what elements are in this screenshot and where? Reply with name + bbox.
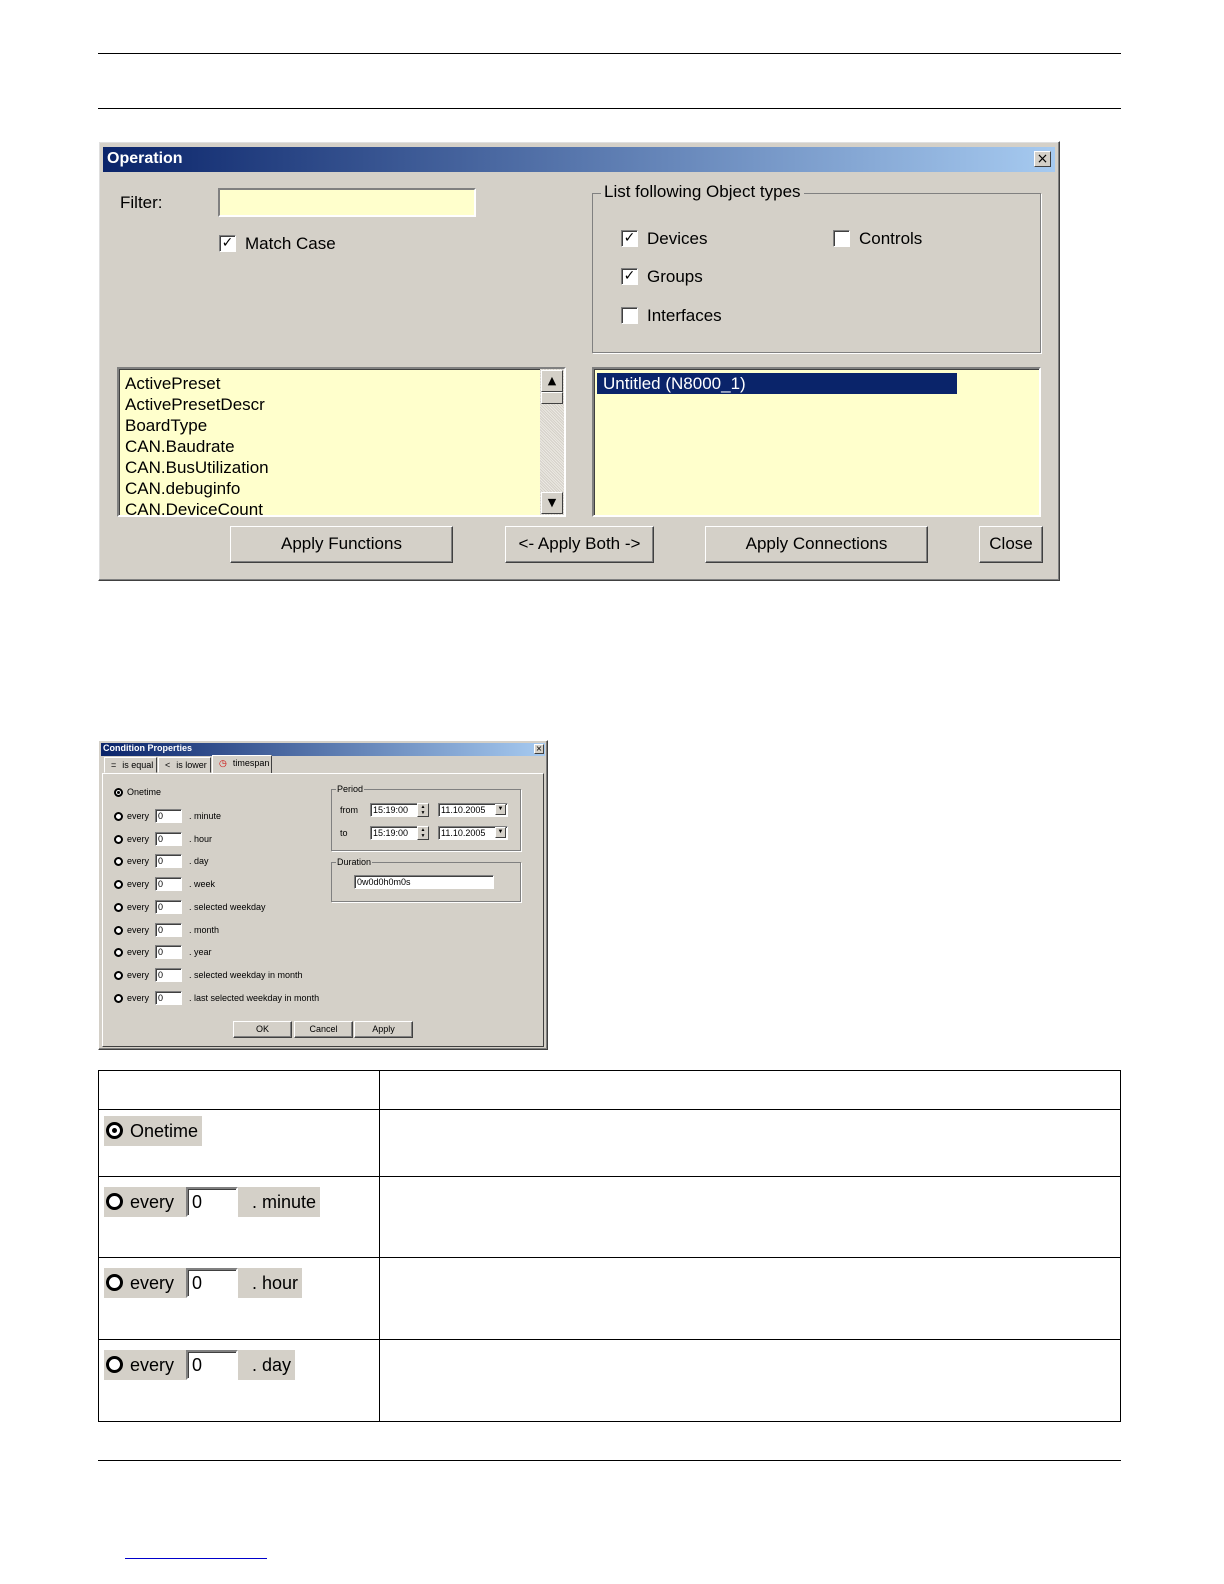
minute-option-capture (104, 1187, 320, 1217)
table-header-cell (380, 1071, 1121, 1110)
every-label: every (127, 856, 150, 866)
table-row (99, 1340, 1121, 1422)
repeat-radio[interactable] (114, 812, 123, 821)
apply-functions-button[interactable]: Apply Functions (230, 526, 453, 563)
repeat-value-input[interactable]: 0 (155, 809, 182, 823)
day-option-capture (104, 1350, 295, 1380)
condition-title: Condition Properties (103, 743, 193, 753)
table-header-cell (99, 1071, 380, 1110)
controls-checkbox[interactable] (833, 230, 850, 247)
onetime-label: Onetime (127, 787, 162, 797)
duration-legend: Duration (337, 857, 372, 867)
scroll-up-icon[interactable]: ▲ (541, 370, 563, 392)
option-label: Onetime (130, 1121, 199, 1141)
repeat-value-input[interactable]: 0 (155, 832, 182, 846)
table-cell (380, 1177, 1121, 1258)
close-icon[interactable]: × (535, 744, 543, 753)
period-group (331, 784, 521, 851)
every-label: every (130, 1192, 175, 1212)
interfaces-checkbox[interactable] (621, 307, 638, 324)
duration-input[interactable]: 0w0d0h0m0s (354, 875, 494, 889)
every-label: every (127, 993, 150, 1003)
match-case-checkbox[interactable] (219, 235, 236, 252)
table-cell (99, 1340, 380, 1422)
apply-both-button[interactable]: <- Apply Both -> (505, 526, 654, 563)
repeat-radio[interactable] (114, 926, 123, 935)
condition-properties-dialog (98, 740, 548, 1050)
tab-label: is lower (176, 760, 207, 770)
repeat-value-input[interactable]: 0 (155, 854, 182, 868)
operation-title-bar (103, 147, 1055, 172)
list-item[interactable]: ActivePresetDescr (125, 395, 265, 414)
unit-label: . week (189, 879, 216, 889)
to-date-select[interactable]: 11.10.2005 (438, 826, 508, 840)
filter-input[interactable] (218, 188, 476, 217)
every-label: every (130, 1355, 175, 1375)
object-types-group (592, 182, 1041, 353)
to-time-input[interactable]: 15:19:00 (370, 826, 418, 840)
controls-label: Controls (859, 229, 923, 248)
value-box: 0 (186, 1187, 238, 1217)
options-table (98, 1070, 1121, 1422)
repeat-radio[interactable] (114, 948, 123, 957)
tab-label: timespan (232, 758, 270, 768)
tab-timespan[interactable] (212, 755, 272, 774)
operation-dialog (98, 141, 1060, 581)
every-label: every (127, 970, 150, 980)
repeat-value-input[interactable]: 0 (155, 877, 182, 891)
radio-icon (106, 1356, 123, 1373)
onetime-radio[interactable] (114, 788, 123, 797)
unit-label: . minute (252, 1192, 317, 1212)
unit-label: . selected weekday in month (189, 970, 303, 980)
every-label: every (127, 925, 150, 935)
tab-label: is equal (122, 760, 154, 770)
ok-button[interactable]: OK (233, 1021, 292, 1038)
table-cell (99, 1258, 380, 1340)
unit-label: . hour (252, 1273, 299, 1293)
repeat-radio[interactable] (114, 971, 123, 980)
groups-label: Groups (647, 267, 703, 286)
table-cell (380, 1258, 1121, 1340)
list-item[interactable]: ActivePreset (125, 374, 221, 393)
repeat-radio[interactable] (114, 880, 123, 889)
unit-label: . last selected weekday in month (189, 993, 320, 1003)
period-legend: Period (337, 784, 364, 794)
table-row (99, 1110, 1121, 1177)
duration-group (331, 857, 521, 902)
devices-checkbox[interactable] (621, 230, 638, 247)
to-label: to (340, 828, 348, 838)
repeat-value-input[interactable]: 0 (155, 945, 182, 959)
table-row (99, 1177, 1121, 1258)
every-label: every (127, 879, 150, 889)
chevron-down-icon[interactable]: ▼ (495, 827, 506, 838)
checkmark-icon: ✓ (623, 268, 636, 284)
from-time-input[interactable]: 15:19:00 (370, 803, 418, 817)
repeat-radio[interactable] (114, 994, 123, 1003)
interfaces-label: Interfaces (647, 306, 722, 325)
table-cell (380, 1340, 1121, 1422)
less-than-icon: < (165, 760, 171, 770)
checkmark-icon: ✓ (221, 235, 234, 251)
header-rule-bottom (98, 108, 1121, 109)
cancel-button[interactable]: Cancel (294, 1021, 353, 1038)
radio-icon (106, 1274, 123, 1291)
devices-label: Devices (647, 229, 708, 248)
from-date-select[interactable]: 11.10.2005 (438, 803, 508, 817)
list-item[interactable]: CAN.Baudrate (125, 437, 235, 456)
filter-label: Filter: (120, 193, 163, 212)
every-label: every (130, 1273, 175, 1293)
footer-rule (98, 1460, 1121, 1461)
scroll-thumb[interactable] (541, 392, 563, 404)
value-box: 0 (186, 1268, 238, 1298)
operation-title: Operation (107, 150, 183, 167)
onetime-option-capture (104, 1116, 202, 1146)
every-label: every (127, 811, 150, 821)
condition-title-bar (101, 743, 545, 756)
list-item[interactable]: BoardType (125, 416, 208, 435)
to-time-spinner[interactable]: ▲ ▼ (417, 826, 429, 840)
unit-label: . hour (189, 834, 213, 844)
every-label: every (127, 902, 150, 912)
value-box: 0 (186, 1350, 238, 1380)
repeat-value-input[interactable]: 0 (155, 900, 182, 914)
radio-icon (106, 1193, 123, 1210)
unit-label: . day (189, 856, 209, 866)
close-icon[interactable]: × (1034, 151, 1051, 167)
list-item[interactable]: CAN.debuginfo (125, 479, 241, 498)
table-cell (99, 1110, 380, 1177)
radio-selected-icon (106, 1122, 123, 1139)
table-row (99, 1258, 1121, 1340)
unit-label: . year (189, 947, 212, 957)
list-item[interactable]: CAN.DeviceCount (125, 500, 263, 517)
header-rule-top (98, 53, 1121, 54)
repeat-radio[interactable] (114, 857, 123, 866)
functions-scrollbar[interactable] (540, 369, 564, 515)
footer-link-underline[interactable] (125, 1558, 267, 1559)
functions-listbox[interactable] (117, 367, 566, 517)
apply-connections-button[interactable]: Apply Connections (705, 526, 928, 563)
table-cell (99, 1177, 380, 1258)
tab-is-equal[interactable] (104, 757, 157, 773)
unit-label: . day (252, 1355, 292, 1375)
repeat-value-input[interactable]: 0 (155, 968, 182, 982)
checkmark-icon: ✓ (623, 230, 636, 246)
repeat-radio[interactable] (114, 903, 123, 912)
close-button[interactable]: Close (979, 526, 1043, 563)
repeat-value-input[interactable]: 0 (155, 923, 182, 937)
from-time-spinner[interactable]: ▲ ▼ (417, 803, 429, 817)
clock-icon: ◷ (219, 758, 227, 768)
list-item-selected[interactable]: Untitled (N8000_1) (597, 373, 957, 394)
list-item[interactable]: CAN.BusUtilization (125, 458, 269, 477)
apply-button[interactable]: Apply (354, 1021, 413, 1038)
tab-is-lower[interactable] (158, 757, 211, 773)
unit-label: . selected weekday (189, 902, 266, 912)
chevron-down-icon[interactable]: ▼ (495, 804, 506, 815)
object-types-legend: List following Object types (601, 182, 804, 202)
objects-listbox[interactable] (592, 367, 1041, 517)
from-label: from (340, 805, 358, 815)
table-cell (380, 1110, 1121, 1177)
table-header-row (99, 1071, 1121, 1110)
groups-checkbox[interactable] (621, 268, 638, 285)
every-label: every (127, 834, 150, 844)
hour-option-capture (104, 1268, 302, 1298)
unit-label: . month (189, 925, 220, 935)
equals-icon: = (111, 760, 117, 770)
scroll-down-icon[interactable]: ▼ (541, 492, 563, 514)
match-case-label: Match Case (245, 234, 336, 253)
repeat-radio[interactable] (114, 835, 123, 844)
repeat-value-input[interactable]: 0 (155, 991, 182, 1005)
every-label: every (127, 947, 150, 957)
unit-label: . minute (189, 811, 222, 821)
